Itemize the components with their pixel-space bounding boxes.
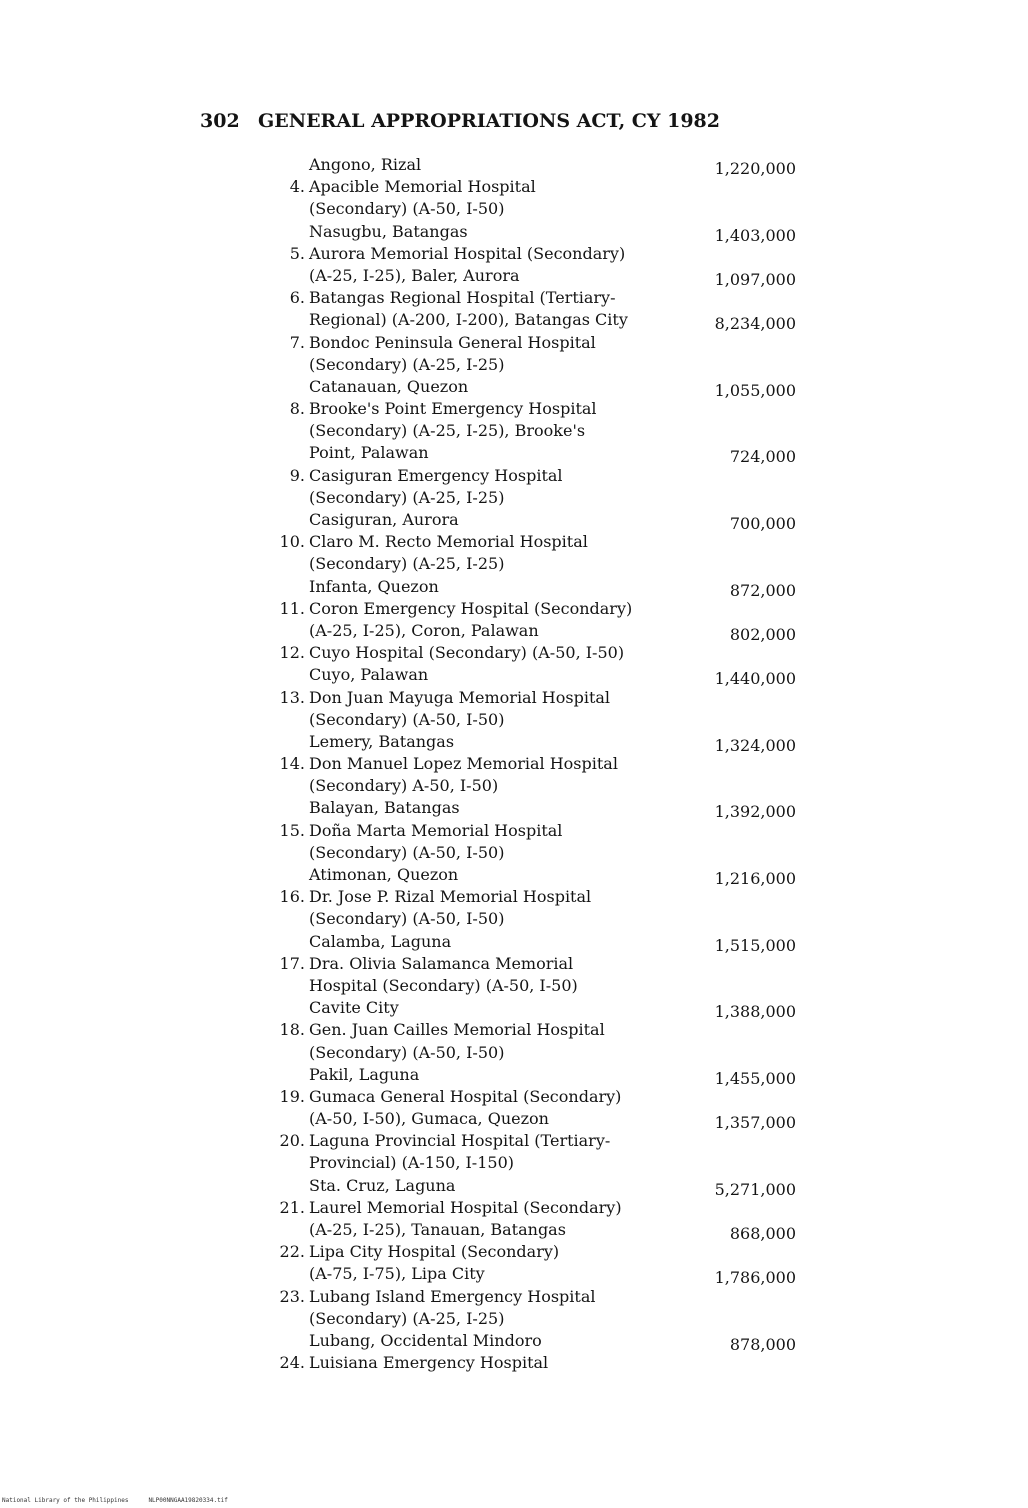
entry-continuation-line xyxy=(276,376,796,398)
entry-text: (Secondary) (A-25, I-25), Brooke's xyxy=(309,421,586,441)
entry-amount: 1,055,000 xyxy=(714,380,796,400)
footer-file: NLP00NNGAA19820334.tif xyxy=(148,1497,228,1504)
entry-number: 10. xyxy=(279,532,305,552)
entry-text: Cavite City xyxy=(309,998,399,1018)
entry-amount: 8,234,000 xyxy=(714,314,796,334)
entry-continuation-line xyxy=(276,487,796,509)
entry-text: (Secondary) (A-25, I-25) xyxy=(309,487,505,507)
entry-text: Cuyo, Palawan xyxy=(309,665,429,685)
hospital-entry xyxy=(276,287,796,334)
entry-text: Brooke's Point Emergency Hospital xyxy=(309,399,597,419)
entry-text: Pakil, Laguna xyxy=(309,1064,420,1084)
entry-amount: 1,388,000 xyxy=(714,1002,796,1022)
entry-continuation-line xyxy=(276,1108,796,1133)
entry-text: Nasugbu, Batangas xyxy=(309,221,468,241)
entry-continuation-line xyxy=(276,509,796,531)
entry-first-line xyxy=(276,1197,796,1219)
entry-continuation-line xyxy=(276,442,796,467)
scan-footer xyxy=(2,1497,248,1504)
entry-text: Lipa City Hospital (Secondary) xyxy=(309,1242,560,1262)
entry-text: Laurel Memorial Hospital (Secondary) xyxy=(309,1197,622,1217)
entry-continuation-line xyxy=(276,797,796,822)
entry-continuation-line xyxy=(276,1152,796,1174)
entry-first-line xyxy=(276,820,796,842)
entry-amount: 1,324,000 xyxy=(714,735,796,755)
entry-number: 22. xyxy=(279,1242,305,1262)
entry-text: Apacible Memorial Hospital xyxy=(309,177,536,197)
hospital-entry xyxy=(276,1197,796,1241)
entry-text: (A-25, I-25), Tanauan, Batangas xyxy=(309,1220,566,1239)
entry-text: Gumaca General Hospital (Secondary) xyxy=(309,1086,622,1106)
entry-text: Gen. Juan Cailles Memorial Hospital xyxy=(309,1020,605,1040)
entry-text: Don Manuel Lopez Memorial Hospital xyxy=(309,754,618,774)
entry-text: Doña Marta Memorial Hospital xyxy=(309,820,563,840)
entry-text: Luisiana Emergency Hospital xyxy=(309,1353,549,1373)
entry-continuation-line xyxy=(276,997,796,1022)
entry-text: Aurora Memorial Hospital (Secondary) xyxy=(309,243,626,263)
entry-number: 12. xyxy=(279,643,305,663)
entry-amount: 802,000 xyxy=(729,624,796,644)
entry-text: Sta. Cruz, Laguna xyxy=(309,1175,456,1195)
entry-amount: 1,097,000 xyxy=(714,269,796,289)
entry-first-line xyxy=(276,687,796,709)
entry-number: 23. xyxy=(279,1286,305,1306)
entry-continuation-line xyxy=(276,864,796,886)
entry-continuation-line xyxy=(276,1175,796,1197)
hospital-entry xyxy=(276,1286,796,1353)
entry-text: Infanta, Quezon xyxy=(309,576,439,596)
entry-amount: 1,786,000 xyxy=(714,1268,796,1288)
hospital-entry xyxy=(276,154,796,176)
entry-text: (Secondary) A-50, I-50) xyxy=(309,776,499,796)
entry-text: Cuyo Hospital (Secondary) (A-50, I-50) xyxy=(309,643,625,663)
entry-continuation-line xyxy=(276,1042,796,1064)
hospital-entry xyxy=(276,1130,796,1197)
appropriations-list xyxy=(276,154,796,1374)
hospital-entry xyxy=(276,1019,796,1086)
entry-number: 6. xyxy=(289,288,305,308)
hospital-entry xyxy=(276,1241,796,1288)
entry-text: Calamba, Laguna xyxy=(309,931,452,951)
entry-text: Atimonan, Quezon xyxy=(309,865,459,884)
entry-number: 13. xyxy=(279,687,305,707)
entry-text: Dr. Jose P. Rizal Memorial Hospital xyxy=(309,887,592,907)
hospital-entry xyxy=(276,1352,796,1374)
entry-text: Point, Palawan xyxy=(309,443,429,463)
entry-text: Bondoc Peninsula General Hospital xyxy=(309,332,596,352)
entry-amount: 872,000 xyxy=(729,580,796,600)
entry-number: 5. xyxy=(289,243,305,263)
entry-number: 19. xyxy=(279,1086,305,1106)
entry-amount: 1,216,000 xyxy=(714,869,796,888)
entry-first-line xyxy=(276,1241,796,1263)
entry-text: Coron Emergency Hospital (Secondary) xyxy=(309,598,633,618)
entry-continuation-line xyxy=(276,1064,796,1086)
entry-amount: 1,403,000 xyxy=(714,225,796,245)
entry-continuation-line xyxy=(276,420,796,442)
entry-text: Casiguran, Aurora xyxy=(309,510,459,529)
entry-amount: 1,392,000 xyxy=(714,802,796,822)
entry-amount: 868,000 xyxy=(729,1224,796,1243)
entry-text: Angono, Rizal xyxy=(309,155,422,174)
entry-continuation-line xyxy=(276,931,796,953)
entry-continuation-line xyxy=(276,198,796,220)
entry-first-line xyxy=(276,953,796,975)
entry-first-line xyxy=(276,243,796,265)
entry-text: (Secondary) (A-25, I-25) xyxy=(309,354,505,374)
entry-continuation-line xyxy=(276,1330,796,1352)
entry-amount: 700,000 xyxy=(729,514,796,533)
entry-continuation-line xyxy=(276,775,796,797)
hospital-entry xyxy=(276,886,796,953)
hospital-entry xyxy=(276,953,796,1020)
entry-text: (Secondary) (A-50, I-50) xyxy=(309,1042,505,1062)
entry-first-line xyxy=(276,287,796,309)
entry-number: 17. xyxy=(279,953,305,973)
hospital-entry xyxy=(276,243,796,287)
entry-continuation-line xyxy=(276,908,796,930)
entry-number: 15. xyxy=(279,820,305,840)
entry-first-line xyxy=(276,398,796,420)
entry-number: 11. xyxy=(279,598,305,618)
entry-amount: 1,220,000 xyxy=(714,159,796,178)
entry-continuation-line xyxy=(276,576,796,598)
entry-continuation-line xyxy=(276,620,796,642)
hospital-entry xyxy=(276,687,796,754)
entry-continuation-line xyxy=(276,221,796,243)
entry-text: (Secondary) (A-25, I-25) xyxy=(309,554,505,574)
entry-continuation-line xyxy=(276,354,796,376)
hospital-entry xyxy=(276,465,796,532)
entry-continuation-line xyxy=(276,709,796,731)
entry-text: (Secondary) (A-50, I-50) xyxy=(309,199,505,219)
hospital-entry xyxy=(276,753,796,820)
hospital-entry xyxy=(276,176,796,243)
entry-number: 21. xyxy=(279,1197,305,1217)
entry-number: 8. xyxy=(289,399,305,419)
page-number: 302 xyxy=(200,110,240,132)
hospital-entry xyxy=(276,531,796,598)
entry-continuation-line xyxy=(276,1308,796,1330)
entry-amount: 5,271,000 xyxy=(714,1179,796,1199)
entry-first-line xyxy=(276,598,796,620)
hospital-entry xyxy=(276,398,796,465)
entry-text: (Secondary) (A-50, I-50) xyxy=(309,842,505,862)
entry-number xyxy=(276,154,309,176)
entry-text: Claro M. Recto Memorial Hospital xyxy=(309,532,588,552)
entry-continuation-line xyxy=(276,664,796,689)
entry-text: (A-50, I-50), Gumaca, Quezon xyxy=(309,1109,549,1129)
entry-first-line xyxy=(276,1130,796,1152)
entry-continuation-line xyxy=(276,1219,796,1241)
entry-number: 20. xyxy=(279,1131,305,1151)
hospital-entry xyxy=(276,332,796,399)
hospital-entry xyxy=(276,1086,796,1133)
hospital-entry xyxy=(276,642,796,689)
entry-text: (A-75, I-75), Lipa City xyxy=(309,1264,485,1284)
entry-text: Dra. Olivia Salamanca Memorial xyxy=(309,953,574,973)
entry-first-line xyxy=(276,154,796,176)
entry-first-line xyxy=(276,642,796,664)
entry-text: Lubang Island Emergency Hospital xyxy=(309,1286,596,1306)
entry-text: Balayan, Batangas xyxy=(309,798,460,818)
entry-amount: 724,000 xyxy=(729,447,796,467)
entry-text: (A-25, I-25), Baler, Aurora xyxy=(309,265,520,285)
entry-number: 9. xyxy=(289,465,305,485)
hospital-entry xyxy=(276,598,796,642)
entry-number: 7. xyxy=(289,332,305,352)
entry-continuation-line xyxy=(276,553,796,575)
entry-continuation-line xyxy=(276,975,796,997)
entry-text: Provincial) (A-150, I-150) xyxy=(309,1153,514,1173)
entry-continuation-line xyxy=(276,309,796,334)
entry-number: 14. xyxy=(279,754,305,774)
entry-number: 18. xyxy=(279,1020,305,1040)
entry-first-line xyxy=(276,176,796,198)
entry-first-line xyxy=(276,465,796,487)
entry-text: (Secondary) (A-50, I-50) xyxy=(309,909,505,929)
entry-first-line xyxy=(276,531,796,553)
entry-amount: 1,440,000 xyxy=(714,669,796,689)
page-header xyxy=(200,110,720,132)
footer-library: National Library of the Philippines xyxy=(2,1497,129,1504)
entry-continuation-line xyxy=(276,842,796,864)
entry-first-line xyxy=(276,1019,796,1041)
entry-amount: 1,455,000 xyxy=(714,1068,796,1088)
entry-amount: 878,000 xyxy=(729,1334,796,1354)
entry-first-line xyxy=(276,1352,796,1374)
entry-text: Laguna Provincial Hospital (Tertiary- xyxy=(309,1131,611,1151)
entry-first-line xyxy=(276,1086,796,1108)
entry-text: (Secondary) (A-25, I-25) xyxy=(309,1308,505,1328)
entry-amount: 1,357,000 xyxy=(714,1113,796,1133)
entry-number: 24. xyxy=(279,1353,305,1373)
entry-amount: 1,515,000 xyxy=(714,935,796,955)
entry-first-line xyxy=(276,886,796,908)
entry-text: Casiguran Emergency Hospital xyxy=(309,465,563,485)
entry-continuation-line xyxy=(276,265,796,287)
entry-continuation-line xyxy=(276,731,796,753)
entry-first-line xyxy=(276,332,796,354)
entry-text: Don Juan Mayuga Memorial Hospital xyxy=(309,687,611,707)
entry-text: (Secondary) (A-50, I-50) xyxy=(309,709,505,729)
page-title: GENERAL APPROPRIATIONS ACT, CY 1982 xyxy=(258,110,720,132)
entry-text: Batangas Regional Hospital (Tertiary- xyxy=(309,288,616,308)
entry-first-line xyxy=(276,753,796,775)
hospital-entry xyxy=(276,820,796,887)
entry-first-line xyxy=(276,1286,796,1308)
entry-text: (A-25, I-25), Coron, Palawan xyxy=(309,620,539,640)
entry-text: Lemery, Batangas xyxy=(309,731,455,751)
entry-number: 16. xyxy=(279,887,305,907)
entry-number: 4. xyxy=(289,177,305,197)
entry-text: Lubang, Occidental Mindoro xyxy=(309,1330,542,1350)
entry-text: Hospital (Secondary) (A-50, I-50) xyxy=(309,975,578,995)
entry-text: Regional) (A-200, I-200), Batangas City xyxy=(309,310,628,330)
entry-continuation-line xyxy=(276,1263,796,1288)
entry-text: Catanauan, Quezon xyxy=(309,376,469,396)
